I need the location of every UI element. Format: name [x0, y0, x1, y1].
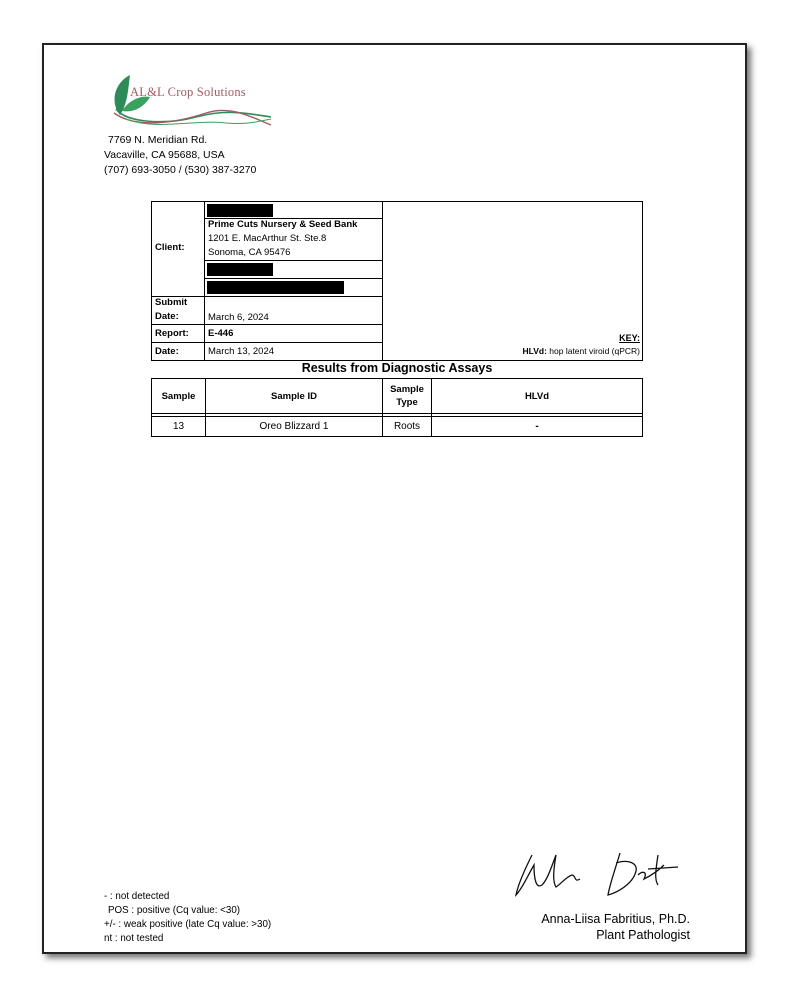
results-legend [104, 890, 271, 946]
results-table [151, 378, 643, 437]
header-hlvd: HLVd [524, 390, 550, 402]
client-label: Client: [155, 242, 185, 253]
client-name: Prime Cuts Nursery & Seed Bank [208, 219, 358, 230]
report-label: Report: [155, 328, 189, 339]
report-date: March 13, 2024 [208, 346, 275, 357]
signer-title: Plant Pathologist [596, 928, 690, 942]
results-title: Results from Diagnostic Assays [301, 361, 493, 375]
header-sample: Sample [161, 390, 196, 402]
key-label: KEY: [619, 333, 640, 343]
submit-label-line2: Date: [155, 311, 179, 322]
redaction-bar [207, 281, 344, 294]
date-label: Date: [155, 346, 179, 357]
redaction-bar [207, 263, 273, 276]
leaf-logo-icon [106, 73, 276, 135]
address-city: Vacaville, CA 95688, USA [104, 149, 225, 161]
legend-weak-positive: +/- : weak positive (late Cq value: >30) [104, 919, 272, 930]
client-address-line2: Sonoma, CA 95476 [208, 247, 291, 258]
header-sample-type-line1: Sample [390, 384, 424, 395]
cell-sample-type: Roots [393, 421, 421, 432]
legend-not-tested: nt : not tested [104, 933, 164, 944]
signature-image [512, 845, 692, 907]
signer-name: Anna-Liisa Fabritius, Ph.D. [541, 912, 690, 926]
company-address [104, 133, 256, 178]
report-page [42, 43, 747, 954]
header-sample-type-line2: Type [396, 397, 418, 408]
key-description: hop latent viroid (qPCR) [546, 346, 640, 356]
client-info-table [151, 201, 643, 361]
company-phone: (707) 693-3050 / (530) 387-3270 [104, 164, 257, 176]
signer-block [484, 911, 690, 943]
legend-positive: POS : positive (Cq value: <30) [108, 905, 241, 916]
report-number: E-446 [208, 328, 234, 339]
cell-hlvd-result: - [535, 421, 539, 432]
submit-date: March 6, 2024 [208, 312, 269, 323]
cell-sample-id: Oreo Blizzard 1 [259, 421, 329, 432]
header-sample-type [383, 379, 431, 413]
redaction-bar [207, 204, 273, 217]
header-sample-id: Sample ID [271, 390, 317, 402]
cell-sample: 13 [172, 421, 185, 432]
key-abbreviation: HLVd: [522, 346, 547, 356]
logo-wordmark: AL&L Crop Solutions [130, 85, 246, 99]
company-logo [106, 73, 276, 135]
address-street: 7769 N. Meridian Rd. [108, 134, 208, 146]
submit-label-line1: Submit [155, 297, 188, 308]
legend-not-detected: - : not detected [104, 891, 170, 902]
key-entry [523, 346, 640, 356]
client-address-line1: 1201 E. MacArthur St. Ste.8 [208, 233, 327, 244]
